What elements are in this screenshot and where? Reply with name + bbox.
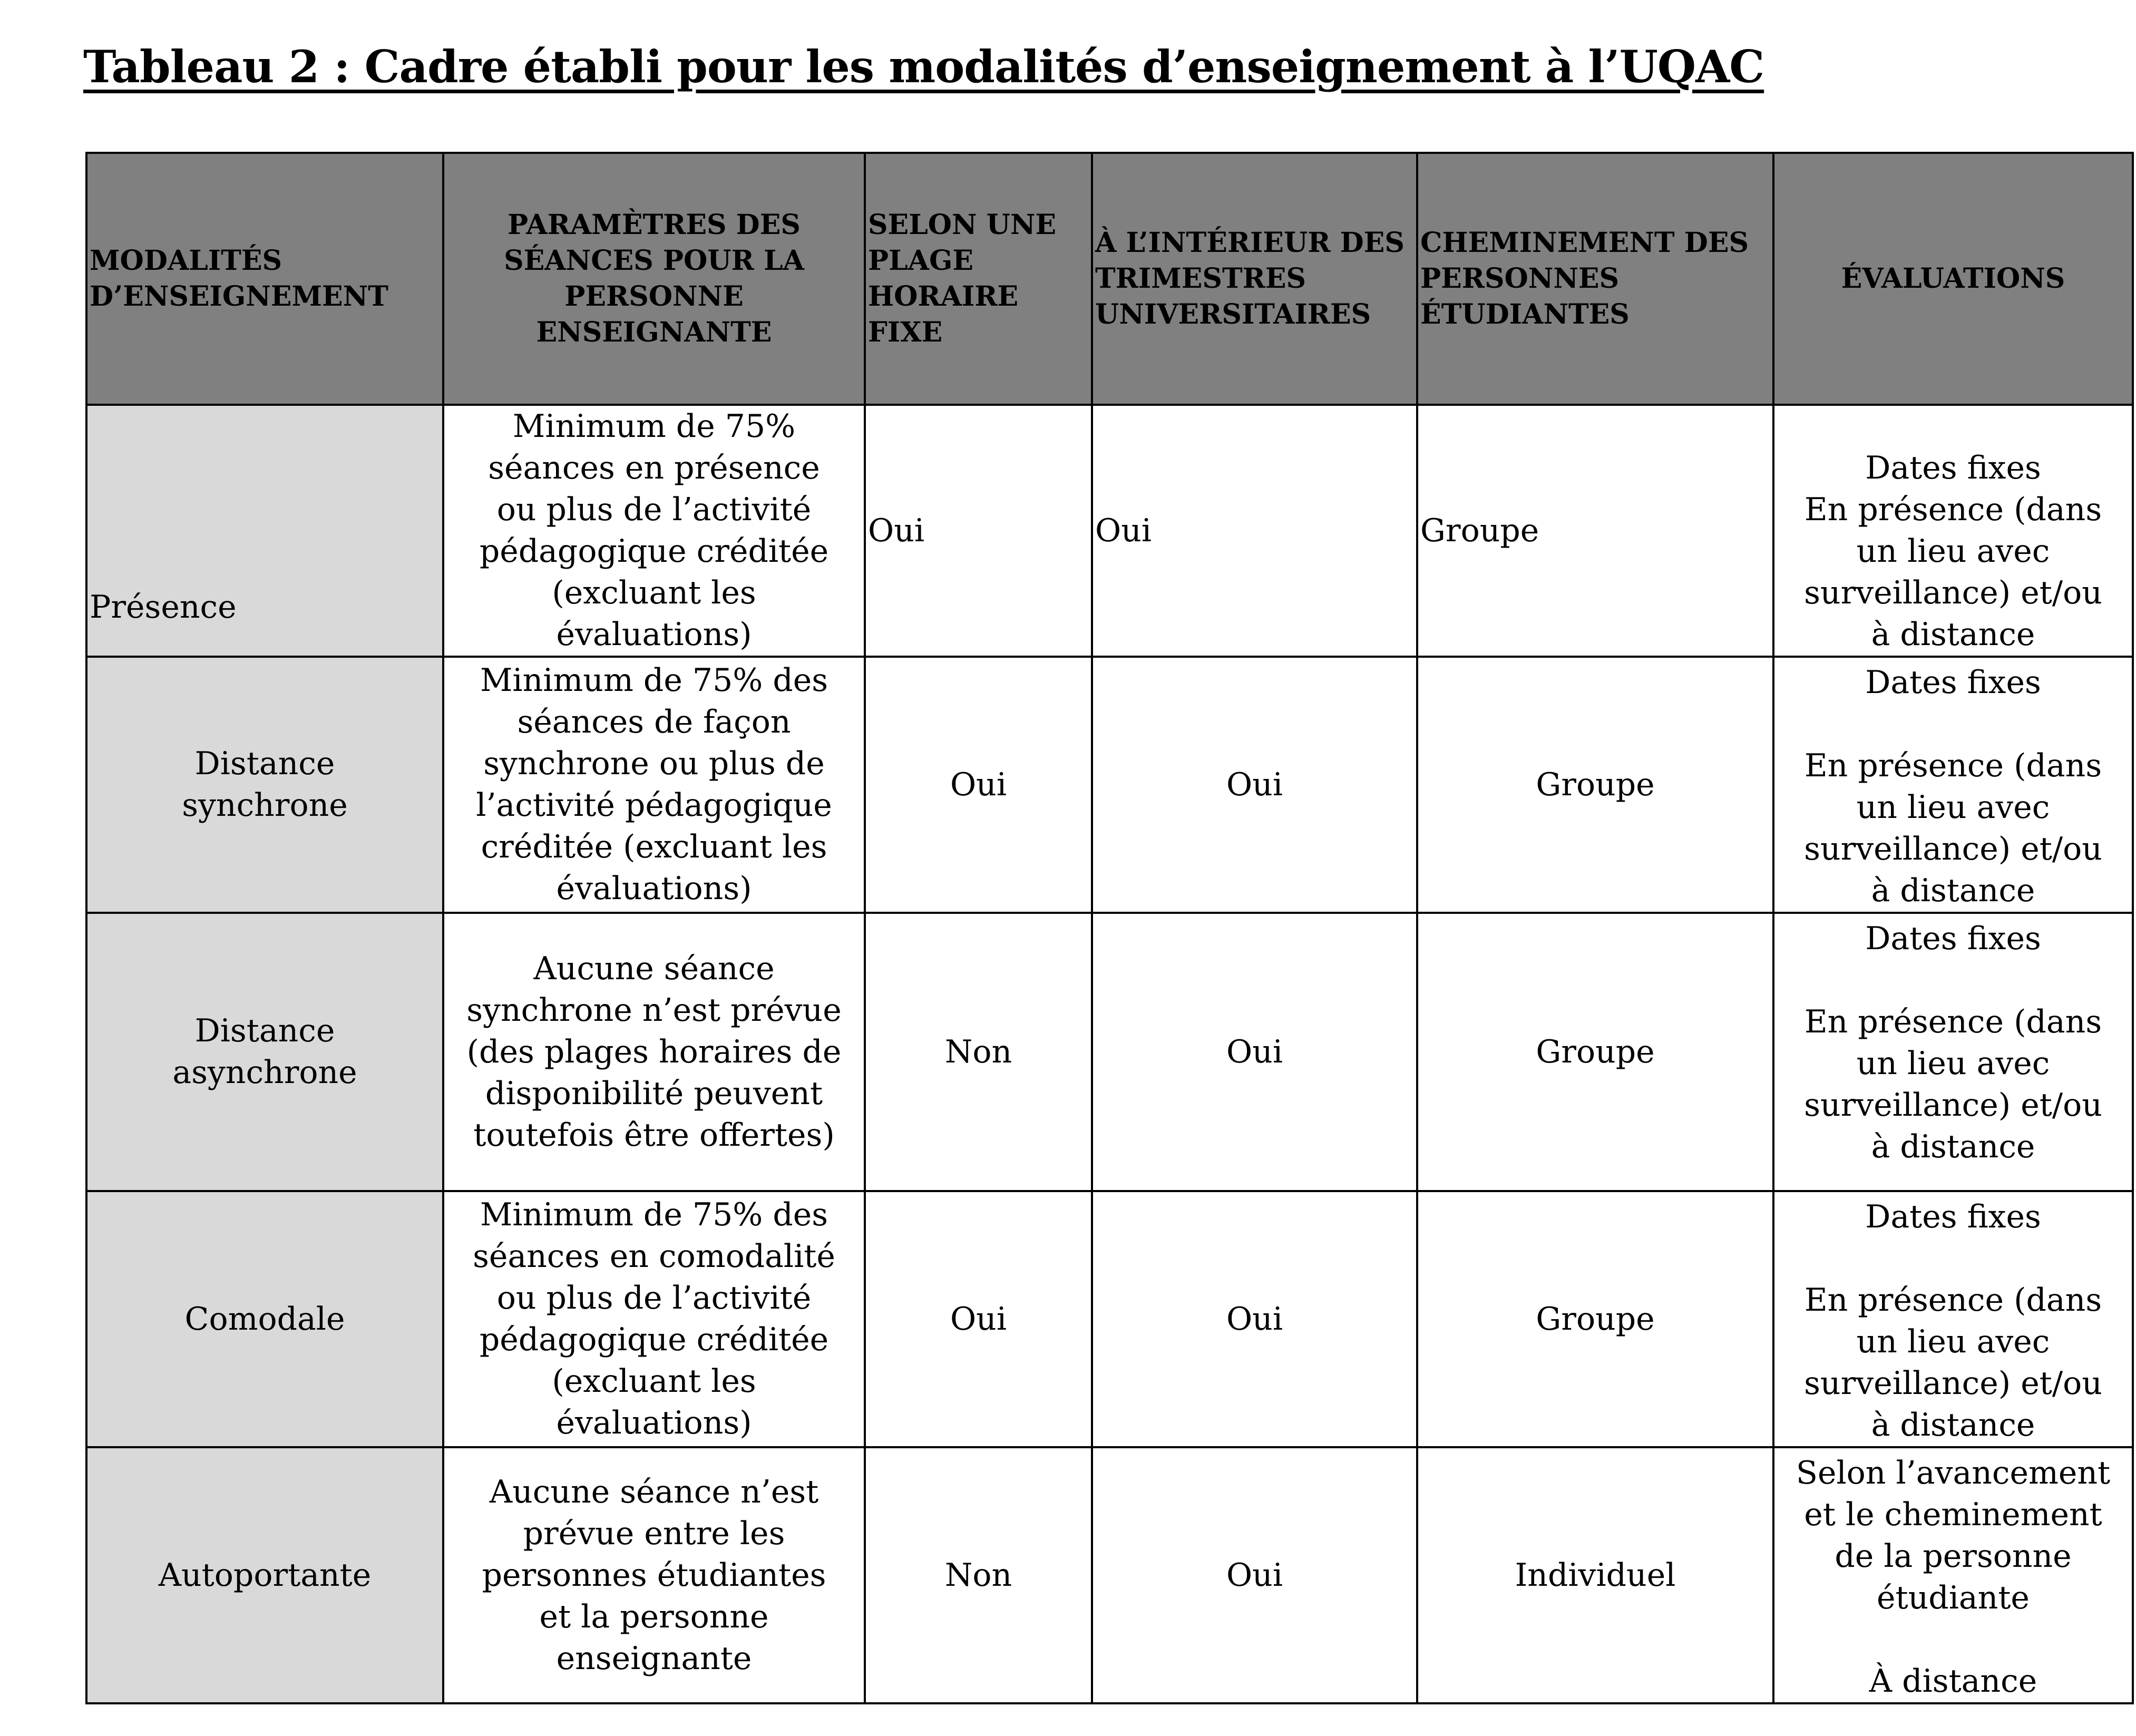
modalities-table [85, 152, 2134, 1704]
row-path: Individuel [1417, 1447, 1773, 1703]
row-mode-presence: Présence [86, 405, 443, 657]
header-evaluations: ÉVALUATIONS [1773, 153, 2133, 405]
row-fixed-schedule: Oui [865, 405, 1092, 657]
header-parametres: PARAMÈTRES DES SÉANCES POUR LA PERSONNE ENSEIGNANTE [443, 153, 865, 405]
table-row [86, 913, 2133, 1191]
table-header [86, 153, 2133, 405]
row-mode-distance-asynchrone: Distance asynchrone [86, 913, 443, 1191]
page-title: Tableau 2 : Cadre établi pour les modalités d’enseignement à l’UQAC [83, 41, 1764, 93]
row-path: Groupe [1417, 913, 1773, 1191]
table-row [86, 1191, 2133, 1447]
row-fixed-schedule: Non [865, 1447, 1092, 1703]
row-mode-autoportante: Autoportante [86, 1447, 443, 1703]
header-trimestres: À L’INTÉRIEUR DES TRIMESTRES UNIVERSITAIRES [1092, 153, 1417, 405]
row-evaluations: Selon l’avancement et le cheminement de la personne étudiante À distance [1773, 1447, 2133, 1703]
header-plage-horaire: SELON UNE PLAGE HORAIRE FIXE [865, 153, 1092, 405]
row-path: Groupe [1417, 1191, 1773, 1447]
row-within-terms: Oui [1092, 405, 1417, 657]
row-evaluations: Dates fixes En présence (dans un lieu avec surveillance) et/ou à distance [1773, 405, 2133, 657]
row-evaluations: Dates fixes En présence (dans un lieu avec surveillance) et/ou à distance [1773, 657, 2133, 913]
row-mode-distance-synchrone: Distance synchrone [86, 657, 443, 913]
header-cheminement: CHEMINEMENT DES PERSONNES ÉTUDIANTES [1417, 153, 1773, 405]
row-within-terms: Oui [1092, 913, 1417, 1191]
row-path: Groupe [1417, 657, 1773, 913]
row-params: Minimum de 75% des séances de façon synchrone ou plus de l’activité pédagogique créditée (excluant les évaluations) [443, 657, 865, 913]
row-evaluations: Dates fixes En présence (dans un lieu avec surveillance) et/ou à distance [1773, 913, 2133, 1191]
row-fixed-schedule: Oui [865, 1191, 1092, 1447]
header-modalites: MODALITÉS D’ENSEIGNEMENT [86, 153, 443, 405]
row-params: Aucune séance n’est prévue entre les personnes étudiantes et la personne enseignante [443, 1447, 865, 1703]
row-params: Aucune séance synchrone n’est prévue (des plages horaires de disponibilité peuvent toutefois être offertes) [443, 913, 865, 1191]
row-params: Minimum de 75% des séances en comodalité ou plus de l’activité pédagogique créditée (excluant les évaluations) [443, 1191, 865, 1447]
row-fixed-schedule: Oui [865, 657, 1092, 913]
table-row [86, 657, 2133, 913]
row-within-terms: Oui [1092, 657, 1417, 913]
row-path: Groupe [1417, 405, 1773, 657]
row-fixed-schedule: Non [865, 913, 1092, 1191]
table-row [86, 1447, 2133, 1703]
row-evaluations: Dates fixes En présence (dans un lieu avec surveillance) et/ou à distance [1773, 1191, 2133, 1447]
table-row [86, 405, 2133, 657]
row-within-terms: Oui [1092, 1191, 1417, 1447]
row-within-terms: Oui [1092, 1447, 1417, 1703]
row-mode-comodale: Comodale [86, 1191, 443, 1447]
row-params: Minimum de 75% séances en présence ou plus de l’activité pédagogique créditée (excluant les évaluations) [443, 405, 865, 657]
